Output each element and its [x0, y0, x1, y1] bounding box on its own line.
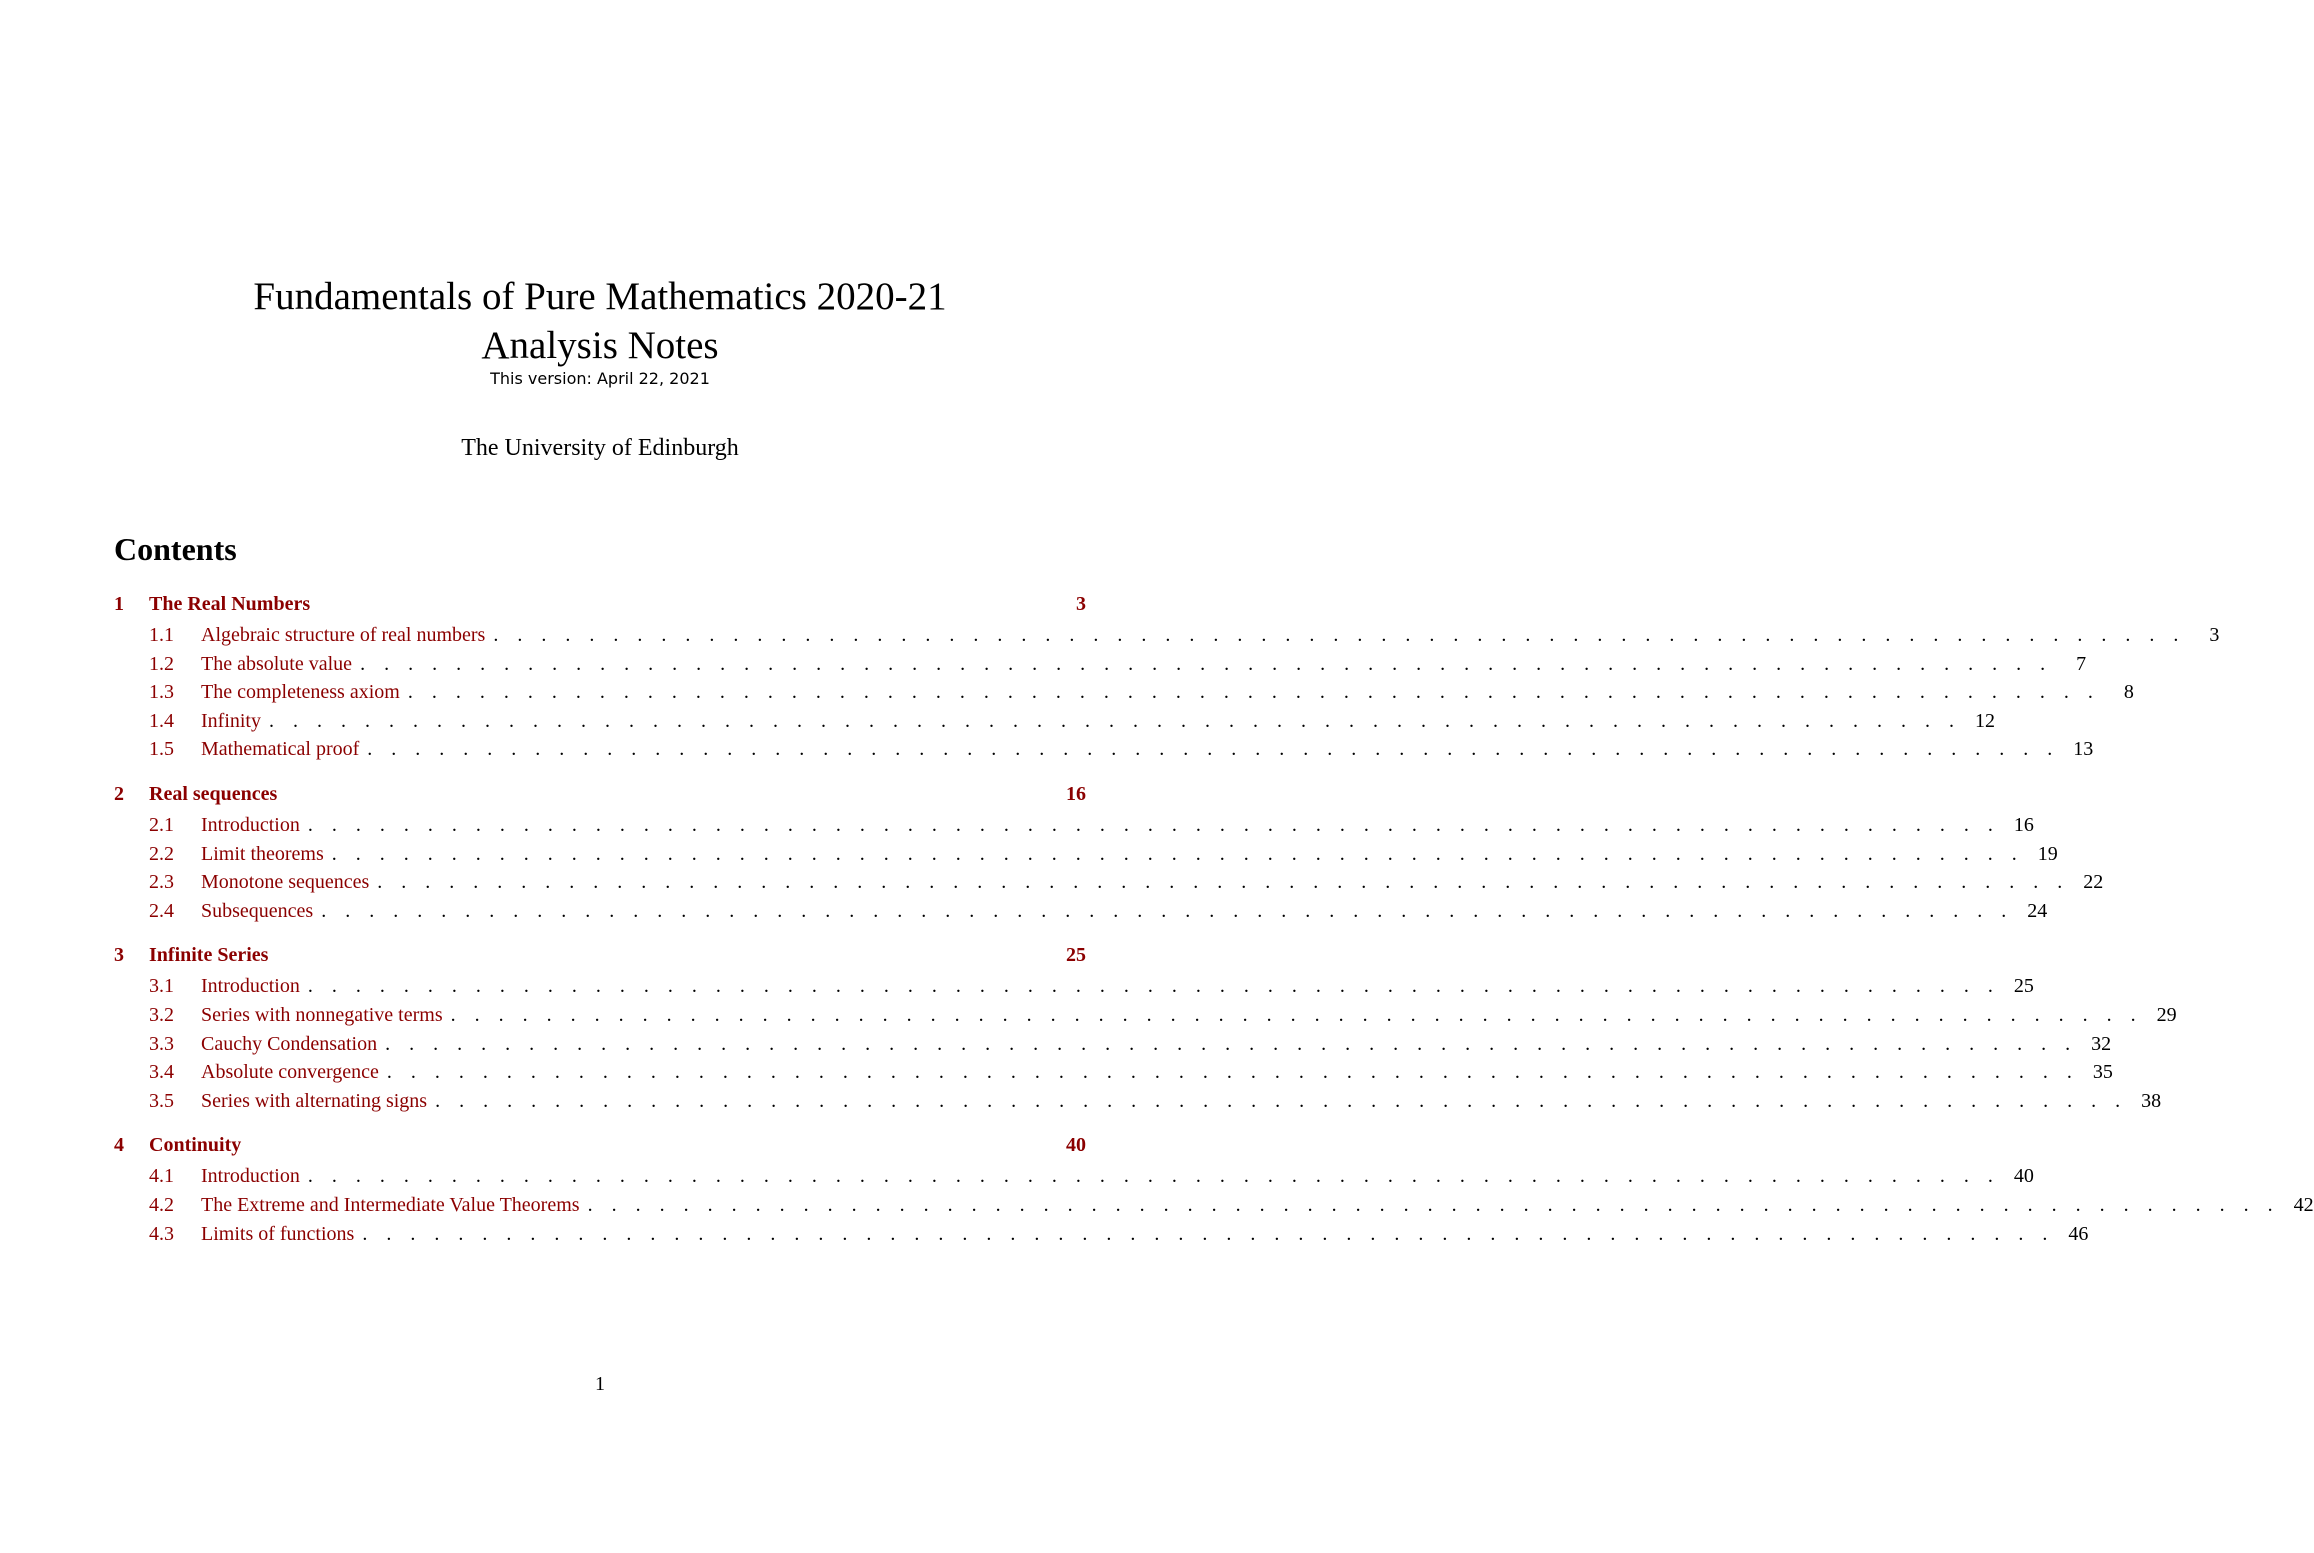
toc-section-number: 2.4 — [149, 899, 174, 922]
toc-chapter-title: Real sequences — [149, 782, 278, 805]
toc-section-title: Series with alternating signs — [201, 1089, 428, 1112]
toc-section-title: Subsequences — [201, 899, 314, 922]
toc-chapter-link[interactable] — [114, 1131, 1086, 1162]
toc-dot-leader: . . . . . . . . . . . . . . . . . . . . . . . . . . . . . . . . . . . . . . . . . . . . . . . . . . . . . . . . . . . . . . . . . . . . . . . — [450, 1003, 2143, 1026]
toc-section-page: 19 — [2037, 842, 2058, 865]
toc-chapter-link[interactable] — [114, 590, 1086, 621]
toc-section-title: Cauchy Condensation — [201, 1032, 378, 1055]
toc-section-number: 1.3 — [149, 681, 174, 704]
toc-section-title: Mathematical proof — [201, 738, 360, 761]
toc-dot-leader: . . . . . . . . . . . . . . . . . . . . . . . . . . . . . . . . . . . . . . . . . . . . . . . . . . . . . . . . . . . . . . . . . . . . . . . — [360, 652, 2053, 675]
toc-dot-leader: . . . . . . . . . . . . . . . . . . . . . . . . . . . . . . . . . . . . . . . . . . . . . . . . . . . . . . . . . . . . . . . . . . . . . . . — [269, 709, 1961, 732]
toc-section-link[interactable] — [114, 621, 2220, 650]
toc-section-page: 7 — [2076, 652, 2087, 675]
toc-section-title: The completeness axiom — [201, 681, 400, 704]
toc-section-number: 4.2 — [149, 1193, 174, 1216]
toc-section-link[interactable] — [114, 707, 1995, 736]
toc-chapter-group — [114, 1131, 2314, 1248]
toc-section-link[interactable] — [114, 1220, 2089, 1249]
table-of-contents — [114, 590, 2314, 1264]
toc-chapter-title: Infinite Series — [149, 944, 269, 967]
toc-section-link[interactable] — [114, 972, 2034, 1001]
toc-chapter-link[interactable] — [114, 780, 1086, 811]
toc-chapter-number: 3 — [114, 944, 124, 967]
toc-section-title: Algebraic structure of real numbers — [201, 624, 486, 646]
toc-section-page: 42 — [2293, 1193, 2314, 1216]
toc-section-page: 12 — [1975, 709, 1995, 732]
toc-dot-leader: . . . . . . . . . . . . . . . . . . . . . . . . . . . . . . . . . . . . . . . . . . . . . . . . . . . . . . . . . . . . . . . . . . . . . . . — [435, 1089, 2128, 1112]
toc-section-number: 4.3 — [149, 1222, 174, 1245]
toc-section-number: 2.2 — [149, 842, 174, 865]
toc-section-title: The Extreme and Intermediate Value Theorems — [201, 1193, 580, 1216]
toc-chapter-link[interactable] — [114, 941, 1086, 972]
toc-section-number: 2.3 — [149, 871, 174, 894]
toc-section-link[interactable] — [114, 897, 2048, 926]
toc-dot-leader: . . . . . . . . . . . . . . . . . . . . . . . . . . . . . . . . . . . . . . . . . . . . . . . . . . . . . . . . . . . . . . . . . . . . . . . — [307, 1165, 2000, 1188]
toc-section-page: 24 — [2027, 899, 2048, 922]
document-title: Fundamentals of Pure Mathematics 2020-21 — [253, 275, 947, 318]
toc-chapter-group — [114, 780, 2104, 925]
toc-chapter-title: The Real Numbers — [149, 593, 311, 615]
toc-section-link[interactable] — [114, 1162, 2034, 1191]
toc-dot-leader: . . . . . . . . . . . . . . . . . . . . . . . . . . . . . . . . . . . . . . . . . . . . . . . . . . . . . . . . . . . . . . . . . . . . . . . — [367, 738, 2060, 761]
toc-section-title: Series with nonnegative terms — [201, 1003, 443, 1026]
toc-dot-leader: . . . . . . . . . . . . . . . . . . . . . . . . . . . . . . . . . . . . . . . . . . . . . . . . . . . . . . . . . . . . . . . . . . . . . . . — [321, 899, 2014, 922]
toc-section-title: Introduction — [201, 1165, 300, 1188]
toc-section-title: Limit theorems — [201, 842, 324, 865]
toc-section-page: 3 — [2209, 624, 2220, 646]
toc-section-link[interactable] — [114, 1191, 2314, 1220]
toc-dot-leader: . . . . . . . . . . . . . . . . . . . . . . . . . . . . . . . . . . . . . . . . . . . . . . . . . . . . . . . . . . . . . . . . . . . . . . . — [362, 1222, 2055, 1245]
toc-section-link[interactable] — [114, 650, 2087, 679]
toc-dot-leader: . . . . . . . . . . . . . . . . . . . . . . . . . . . . . . . . . . . . . . . . . . . . . . . . . . . . . . . . . . . . . . . . . . . . . . . — [377, 871, 2070, 894]
toc-dot-leader: . . . . . . . . . . . . . . . . . . . . . . . . . . . . . . . . . . . . . . . . . . . . . . . . . . . . . . . . . . . . . . . . . . . . . . . — [587, 1193, 2280, 1216]
toc-section-number: 1.2 — [149, 652, 174, 675]
toc-section-number: 1.4 — [149, 709, 174, 732]
toc-section-link[interactable] — [114, 868, 2104, 897]
toc-section-page: 8 — [2123, 681, 2134, 704]
toc-section-link[interactable] — [114, 811, 2034, 840]
toc-section-number: 3.3 — [149, 1032, 174, 1055]
toc-section-title: Infinity — [201, 709, 261, 732]
toc-section-number: 1.5 — [149, 738, 174, 761]
toc-chapter-group — [114, 590, 2220, 764]
toc-section-number: 1.1 — [149, 624, 174, 646]
toc-section-page: 29 — [2156, 1003, 2177, 1026]
toc-chapter-number: 1 — [114, 593, 124, 615]
toc-dot-leader: . . . . . . . . . . . . . . . . . . . . . . . . . . . . . . . . . . . . . . . . . . . . . . . . . . . . . . . . . . . . . . . . . . . . . . . — [407, 681, 2100, 704]
toc-section-link[interactable] — [114, 735, 2094, 764]
toc-section-page: 35 — [2092, 1061, 2113, 1084]
toc-section-link[interactable] — [114, 1087, 2162, 1116]
toc-section-title: Introduction — [201, 813, 300, 836]
document-version: This version: April 22, 2021 — [490, 369, 710, 388]
contents-heading: Contents — [114, 531, 237, 567]
toc-section-link[interactable] — [114, 678, 2134, 707]
toc-section-title: Introduction — [201, 975, 300, 998]
toc-section-number: 2.1 — [149, 813, 174, 836]
toc-section-number: 3.2 — [149, 1003, 174, 1026]
toc-section-page: 13 — [2073, 738, 2094, 761]
toc-section-number: 3.4 — [149, 1061, 174, 1084]
toc-section-link[interactable] — [114, 1058, 2113, 1087]
toc-chapter-page: 3 — [1076, 593, 1086, 615]
toc-section-link[interactable] — [114, 1030, 2112, 1059]
toc-chapter-page: 25 — [1066, 944, 1086, 967]
toc-dot-leader: . . . . . . . . . . . . . . . . . . . . . . . . . . . . . . . . . . . . . . . . . . . . . . . . . . . . . . . . . . . . . . . . . . . . . . . — [385, 1032, 2078, 1055]
toc-section-page: 16 — [2013, 813, 2034, 836]
toc-chapter-number: 2 — [114, 782, 124, 805]
toc-chapter-number: 4 — [114, 1134, 124, 1157]
toc-section-page: 25 — [2013, 975, 2034, 998]
toc-section-page: 22 — [2083, 871, 2104, 894]
toc-section-number: 3.1 — [149, 975, 174, 998]
toc-chapter-page: 40 — [1066, 1134, 1086, 1157]
toc-section-title: Absolute convergence — [201, 1061, 379, 1084]
toc-section-number: 4.1 — [149, 1165, 174, 1188]
document-subtitle: Analysis Notes — [481, 324, 719, 367]
toc-section-title: Monotone sequences — [201, 871, 370, 894]
toc-section-page: 46 — [2068, 1222, 2089, 1245]
toc-section-title: Limits of functions — [201, 1222, 355, 1245]
toc-dot-leader: . . . . . . . . . . . . . . . . . . . . . . . . . . . . . . . . . . . . . . . . . . . . . . . . . . . . . . . . . . . . . . . . . . . . . . . — [493, 624, 2186, 646]
toc-dot-leader: . . . . . . . . . . . . . . . . . . . . . . . . . . . . . . . . . . . . . . . . . . . . . . . . . . . . . . . . . . . . . . . . . . . . . . . — [307, 813, 2000, 836]
toc-dot-leader: . . . . . . . . . . . . . . . . . . . . . . . . . . . . . . . . . . . . . . . . . . . . . . . . . . . . . . . . . . . . . . . . . . . . . . . — [307, 975, 2000, 998]
toc-chapter-group — [114, 941, 2177, 1115]
toc-section-page: 38 — [2141, 1089, 2162, 1112]
toc-chapter-title: Continuity — [149, 1134, 242, 1157]
toc-section-number: 3.5 — [149, 1089, 174, 1112]
toc-section-link[interactable] — [114, 1001, 2177, 1030]
toc-section-page: 32 — [2091, 1032, 2112, 1055]
page-number: 1 — [595, 1373, 605, 1395]
toc-chapter-page: 16 — [1066, 782, 1086, 805]
toc-section-link[interactable] — [114, 840, 2058, 869]
toc-section-title: The absolute value — [201, 652, 353, 675]
toc-dot-leader: . . . . . . . . . . . . . . . . . . . . . . . . . . . . . . . . . . . . . . . . . . . . . . . . . . . . . . . . . . . . . . . . . . . . . . . — [331, 842, 2024, 865]
toc-dot-leader: . . . . . . . . . . . . . . . . . . . . . . . . . . . . . . . . . . . . . . . . . . . . . . . . . . . . . . . . . . . . . . . . . . . . . . . — [386, 1061, 2079, 1084]
document-institution: The University of Edinburgh — [461, 435, 739, 461]
toc-section-page: 40 — [2013, 1165, 2034, 1188]
